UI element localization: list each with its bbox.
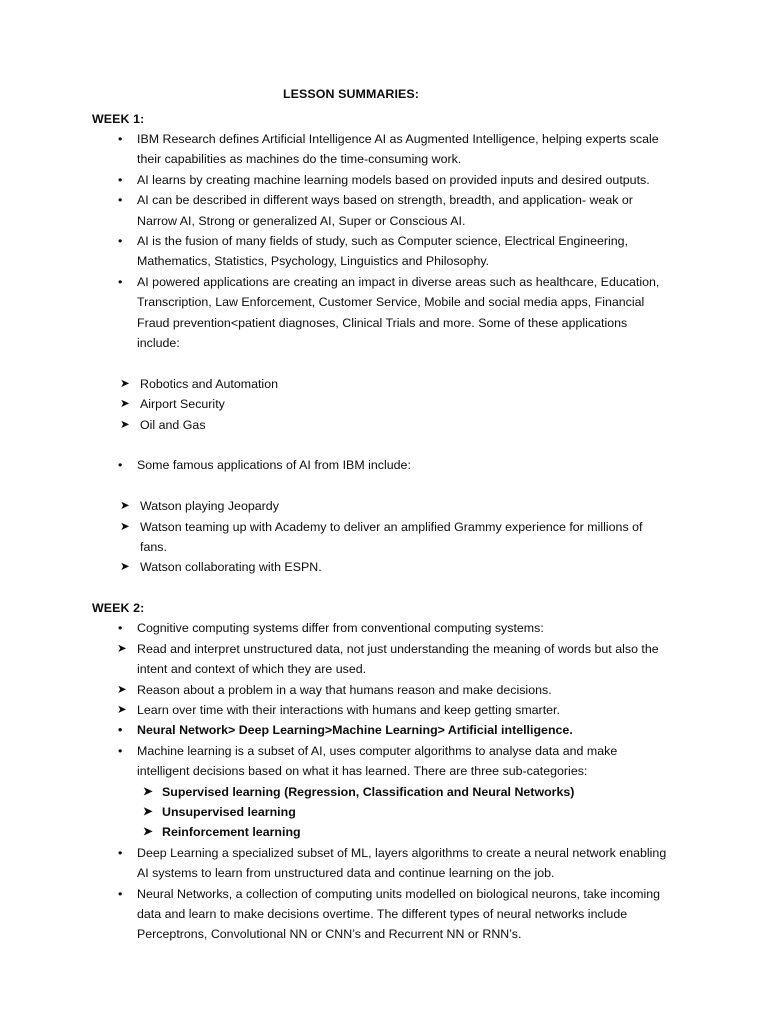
list-item-text: Watson collaborating with ESPN.	[140, 560, 322, 575]
list-item-text: Unsupervised learning	[162, 804, 296, 819]
list-item	[92, 455, 672, 475]
list-item	[92, 680, 672, 700]
bullet-dot-icon: •	[118, 234, 123, 249]
bullet-dot-icon: •	[118, 193, 123, 208]
list-item	[92, 782, 672, 802]
list-item-text: Cognitive computing systems differ from conventional computing systems:	[137, 621, 544, 636]
bullet-dot-icon: •	[118, 621, 123, 636]
bullet-list	[92, 496, 672, 578]
list-item	[92, 822, 672, 842]
bullet-arrow-icon: ➤	[117, 702, 127, 716]
bullet-list	[92, 782, 672, 843]
bullet-arrow-icon: ➤	[120, 499, 130, 513]
bullet-list	[92, 720, 672, 740]
list-item-text: Neural Networks, a collection of computing units modelled on biological neurons, take incoming data and learn to make decisions overtime. The different types of neural networks include Perceptrons, Convolutional NN or CNN’s and Recurrent NN or RNN’s.	[137, 886, 661, 942]
list-item-text: AI is the fusion of many fields of study, such as Computer science, Electrical Engineering, Mathematics, Statistics, Psychology, Linguistics and Philosophy.	[137, 234, 629, 269]
bullet-list	[92, 741, 672, 782]
bullet-dot-icon: •	[118, 886, 123, 901]
week-heading: WEEK 2:	[92, 601, 145, 616]
list-item-text: AI learns by creating machine learning models based on provided inputs and desired outputs.	[137, 172, 650, 187]
list-item	[92, 618, 672, 638]
list-item	[92, 496, 672, 516]
week-heading: WEEK 1:	[92, 112, 145, 126]
bullet-dot-icon: •	[118, 274, 123, 289]
list-item	[92, 700, 672, 720]
list-item	[92, 415, 672, 435]
bullet-arrow-icon: ➤	[117, 682, 127, 696]
list-item-text: Neural Network> Deep Learning>Machine Learning> Artificial intelligence.	[137, 723, 573, 738]
bullet-list	[92, 618, 672, 638]
bullet-arrow-icon: ➤	[143, 825, 153, 839]
list-item-text: Learn over time with their interactions with humans and keep getting smarter.	[137, 702, 560, 717]
list-item	[92, 517, 672, 558]
list-item-text: IBM Research defines Artificial Intelligence AI as Augmented Intelligence, helping experts scale their capabilities as machines do the time-consuming work.	[137, 132, 659, 167]
bullet-dot-icon: •	[118, 172, 123, 187]
list-item	[92, 231, 672, 272]
list-item-text: Reason about a problem in a way that humans reason and make decisions.	[137, 682, 552, 697]
document-body	[92, 109, 672, 945]
bullet-list	[92, 639, 672, 721]
list-item	[92, 394, 672, 414]
list-item	[92, 272, 672, 354]
bullet-arrow-icon: ➤	[143, 804, 153, 818]
bullet-list	[92, 129, 672, 353]
bullet-dot-icon: •	[118, 723, 123, 738]
bullet-dot-icon: •	[118, 132, 123, 146]
bullet-list	[92, 374, 672, 435]
list-item	[92, 720, 672, 740]
bullet-arrow-icon: ➤	[117, 641, 127, 655]
bullet-arrow-icon: ➤	[120, 417, 130, 431]
list-item	[92, 639, 672, 680]
bullet-arrow-icon: ➤	[120, 519, 130, 533]
list-item-text: AI can be described in different ways based on strength, breadth, and application- weak or Narrow AI, Strong or generalized AI, Super or Conscious AI.	[137, 193, 633, 228]
bullet-list	[92, 843, 672, 945]
list-gap	[92, 435, 672, 455]
list-item-text: Robotics and Automation	[140, 376, 278, 391]
list-item	[92, 170, 672, 190]
list-item	[92, 557, 672, 577]
list-item-text: Some famous applications of AI from IBM include:	[137, 458, 411, 473]
list-item	[92, 884, 672, 945]
list-gap	[92, 476, 672, 496]
list-item	[92, 802, 672, 822]
section-spacer	[92, 578, 672, 598]
list-item	[92, 741, 672, 782]
list-item-text: Airport Security	[140, 397, 225, 412]
list-item	[92, 129, 672, 170]
list-item-text: Supervised learning (Regression, Classification and Neural Networks)	[162, 784, 575, 799]
bullet-dot-icon: •	[118, 845, 123, 860]
list-item-text: Machine learning is a subset of AI, uses computer algorithms to analyse data and make intelligent decisions based on what it has learned. There are three sub-categories:	[137, 743, 618, 779]
bullet-list	[92, 455, 672, 475]
bullet-dot-icon: •	[118, 458, 123, 473]
bullet-arrow-icon: ➤	[120, 397, 130, 411]
page-title: LESSON SUMMARIES:	[283, 87, 419, 101]
list-item-text: Reinforcement learning	[162, 825, 301, 840]
list-item-text: Deep Learning a specialized subset of ML, layers algorithms to create a neural network enabling AI systems to learn from unstructured data and continue learning on the job.	[137, 845, 667, 881]
list-item-text: Oil and Gas	[140, 417, 206, 432]
list-item	[92, 374, 672, 394]
list-item	[92, 190, 672, 231]
list-item-text: Read and interpret unstructured data, not just understanding the meaning of words but also the intent and context of which they are used.	[137, 641, 659, 677]
bullet-arrow-icon: ➤	[120, 560, 130, 574]
bullet-dot-icon: •	[118, 743, 123, 758]
list-item-text: Watson playing Jeopardy	[140, 499, 279, 514]
bullet-arrow-icon: ➤	[143, 784, 153, 798]
list-item-text: AI powered applications are creating an impact in diverse areas such as healthcare, Education, Transcription, Law Enforcement, Customer Service, Mobile and social media apps, Financial Fraud prevention<patient diagnoses, Clinical Trials and more. Some of these applications include:	[137, 274, 660, 351]
list-gap	[92, 353, 672, 373]
list-item	[92, 843, 672, 884]
bullet-arrow-icon: ➤	[120, 376, 130, 390]
list-item-text: Watson teaming up with Academy to deliver an amplified Grammy experience for millions of fans.	[140, 519, 643, 555]
